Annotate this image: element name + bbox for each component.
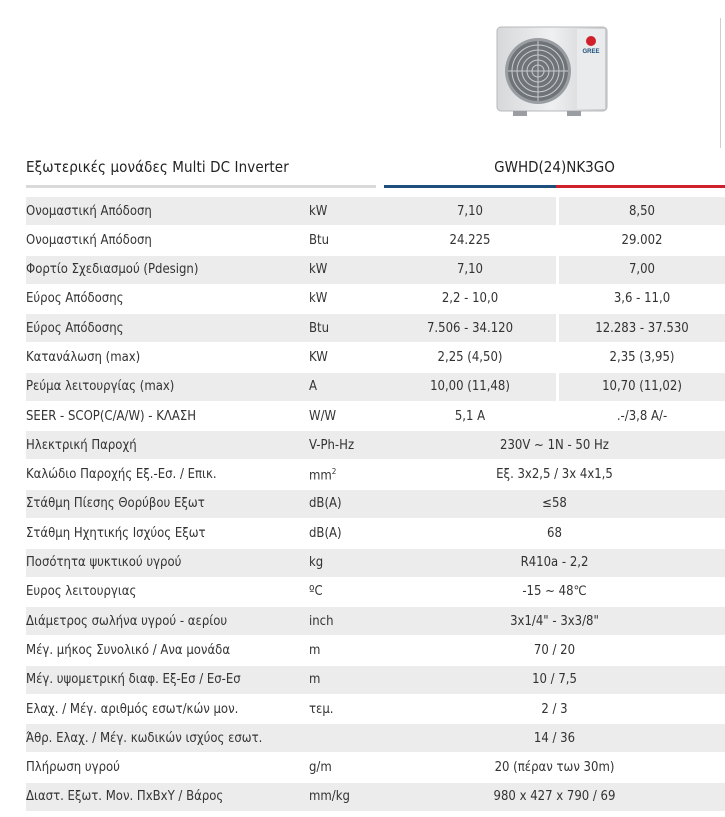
- table-row: [26, 226, 725, 255]
- spec-value-cooling-text: 7,10: [456, 203, 484, 219]
- spec-unit-text: inch: [309, 613, 334, 629]
- heating-accent-bar: [556, 185, 725, 188]
- spec-value-heating: [559, 256, 725, 284]
- table-row: [26, 636, 725, 665]
- spec-label-text: SEER - SCOP(C/A/W) - ΚΛΑΣΗ: [26, 408, 197, 424]
- spec-value-text: 980 x 427 x 790 / 69: [493, 789, 616, 805]
- spec-label: [26, 549, 307, 577]
- table-row: [26, 373, 725, 402]
- spec-value: [384, 783, 725, 811]
- spec-value-text: -15 ~ 48℃: [522, 584, 587, 600]
- spec-label: [26, 373, 307, 401]
- spec-label-text: Πλήρωση υγρού: [26, 760, 120, 776]
- spec-unit-text: mm/kg: [309, 789, 350, 805]
- spec-label-text: Ρεύμα λειτουργίας (max): [26, 379, 175, 395]
- outdoor-unit-image: [493, 25, 611, 118]
- table-row: [26, 343, 725, 372]
- spec-value-cooling-text: 2,25 (4,50): [437, 349, 503, 365]
- header-underline: [26, 185, 376, 188]
- spec-value-text: 2 / 3: [541, 701, 568, 717]
- spec-label-text: Εύρος Απόδοσης: [26, 291, 124, 307]
- spec-label: [26, 431, 307, 459]
- spec-label: [26, 636, 307, 664]
- spec-label-text: Ποσότητα ψυκτικού υγρού: [26, 555, 182, 571]
- spec-label-text: Μέγ. μήκος Συνολικό / Ανα μονάδα: [26, 642, 231, 658]
- spec-value: [384, 607, 725, 635]
- spec-label-text: Διάμετρος σωλήνα υγρού - αερίου: [26, 613, 228, 629]
- spec-value-heating-text: .-/3,8 A/-: [616, 408, 668, 424]
- spec-label: [26, 578, 307, 606]
- spec-value: [384, 431, 725, 459]
- divider: [720, 18, 721, 148]
- spec-value-heating: [559, 402, 725, 430]
- spec-value-heating: [559, 373, 725, 401]
- spec-value-text: 3x1/4" - 3x3/8": [510, 613, 599, 629]
- table-row: [26, 256, 725, 285]
- spec-value-heating: [559, 314, 725, 342]
- spec-label: [26, 461, 307, 489]
- spec-label: [26, 343, 307, 371]
- spec-label: [26, 754, 307, 782]
- table-row: [26, 490, 725, 519]
- spec-table: [26, 197, 725, 812]
- spec-unit-text: A: [309, 379, 317, 395]
- table-row: [26, 402, 725, 431]
- spec-value-heating-text: 10,70 (11,02): [602, 379, 682, 395]
- table-row: [26, 578, 725, 607]
- spec-unit-text: $mm^2$: [309, 466, 337, 483]
- spec-value-text: 10 / 7,5: [532, 672, 577, 688]
- spec-value-heating-text: 12.283 - 37.530: [595, 320, 689, 336]
- spec-label-text: Στάθμη Πίεσης Θορύβου Εξωτ: [26, 496, 205, 512]
- cooling-accent-bar: [384, 185, 556, 188]
- spec-value: [384, 519, 725, 547]
- spec-unit-text: m: [309, 672, 321, 688]
- spec-value-heating: [559, 343, 725, 371]
- table-row: [26, 549, 725, 578]
- table-row: [26, 461, 725, 490]
- spec-label: [26, 256, 307, 284]
- spec-label: [26, 666, 307, 694]
- spec-value: [384, 578, 725, 606]
- spec-value: [384, 754, 725, 782]
- table-title: Εξωτερικές μονάδες Multi DC Inverter: [26, 158, 289, 176]
- spec-label: [26, 314, 307, 342]
- table-row: [26, 285, 725, 314]
- spec-label-text: Μέγ. υψομετρική διαφ. Εξ-Εσ / Εσ-Εσ: [26, 672, 241, 688]
- spec-value-text: 68: [547, 525, 562, 541]
- spec-label: [26, 285, 307, 313]
- spec-label-text: Καλώδιο Παροχής Εξ.-Εσ. / Επικ.: [26, 467, 217, 483]
- spec-value-heating: [559, 197, 725, 225]
- spec-label: [26, 695, 307, 723]
- table-row: [26, 607, 725, 636]
- spec-value: [384, 636, 725, 664]
- spec-label: [26, 197, 307, 225]
- spec-value-cooling-text: 7,10: [456, 262, 484, 278]
- spec-unit-text: ºC: [309, 584, 323, 600]
- spec-value-heating: [559, 285, 725, 313]
- spec-value-cooling: [384, 373, 556, 401]
- spec-value-cooling: [384, 343, 556, 371]
- spec-unit-text: g/m: [309, 760, 332, 776]
- spec-unit-text: kW: [309, 203, 328, 219]
- spec-value-cooling: [384, 197, 556, 225]
- spec-value-heating-text: 29.002: [621, 232, 663, 248]
- table-row: [26, 314, 725, 343]
- spec-value-text: R410a - 2,2: [520, 555, 589, 571]
- spec-label: [26, 724, 307, 752]
- spec-unit-text: KW: [309, 349, 328, 365]
- spec-unit-text: Btu: [309, 232, 330, 248]
- spec-value-text: 14 / 36: [533, 730, 576, 746]
- spec-unit-text: W/W: [309, 408, 337, 424]
- spec-value-heating-text: 7,00: [628, 262, 656, 278]
- spec-label: [26, 607, 307, 635]
- spec-label-text: Διαστ. Εξωτ. Μον. ΠxΒxΥ / Βάρος: [26, 789, 224, 805]
- spec-unit-text: dB(A): [309, 525, 342, 541]
- spec-unit-text: Btu: [309, 320, 330, 336]
- spec-label: [26, 226, 307, 254]
- spec-unit-text: τεμ.: [309, 701, 334, 717]
- spec-value-heating: [559, 226, 725, 254]
- table-row: [26, 783, 725, 812]
- table-row: [26, 724, 725, 753]
- spec-value-cooling-text: 10,00 (11,48): [430, 379, 510, 395]
- model-name: GWHD(24)NK3GO: [494, 158, 615, 176]
- spec-value-cooling-text: 7.506 - 34.120: [426, 320, 514, 336]
- spec-label-text: Ηλεκτρική Παροχή: [26, 437, 137, 453]
- spec-value-text: 230V ~ 1N - 50 Hz: [500, 437, 609, 453]
- spec-value-text: ≤58: [542, 496, 567, 512]
- spec-label-text: Ονομαστική Απόδοση: [26, 232, 152, 248]
- spec-value-heating-text: 3,6 - 11,0: [613, 291, 671, 307]
- spec-label: [26, 490, 307, 518]
- spec-value-cooling: [384, 402, 556, 430]
- spec-value-cooling: [384, 314, 556, 342]
- table-row: [26, 666, 725, 695]
- spec-value-text: Εξ. 3x2,5 / 3x 4x1,5: [496, 467, 613, 483]
- spec-label-text: Ευρος λειτουργιας: [26, 584, 137, 600]
- spec-unit-text: V-Ph-Hz: [309, 437, 355, 453]
- spec-value-cooling-text: 5,1 A: [454, 408, 486, 424]
- spec-label: [26, 402, 307, 430]
- table-row: [26, 431, 725, 460]
- spec-unit-text: kW: [309, 291, 328, 307]
- spec-value: [384, 695, 725, 723]
- spec-value-cooling-text: 24.225: [449, 232, 491, 248]
- spec-label-text: Κατανάλωση (max): [26, 349, 141, 365]
- spec-value-cooling-text: 2,2 - 10,0: [441, 291, 499, 307]
- spec-label: [26, 519, 307, 547]
- spec-value: [384, 490, 725, 518]
- spec-unit-text: kg: [309, 555, 324, 571]
- spec-value-text: 20 (πέραν των 30m): [494, 760, 615, 776]
- spec-label-text: Ελαχ. / Μέγ. αριθμός εσωτ/κών μον.: [26, 701, 239, 717]
- spec-label-text: Εύρος Απόδοσης: [26, 320, 124, 336]
- table-row: [26, 519, 725, 548]
- spec-unit-text: m: [309, 642, 321, 658]
- table-row: [26, 695, 725, 724]
- spec-value: [384, 461, 725, 489]
- unit-superscript: 2: [331, 466, 337, 476]
- spec-value: [384, 666, 725, 694]
- spec-value: [384, 724, 725, 752]
- spec-value: [384, 549, 725, 577]
- spec-label: [26, 783, 307, 811]
- spec-unit-text: kW: [309, 262, 328, 278]
- spec-value-cooling: [384, 285, 556, 313]
- spec-label-text: Στάθμη Ηχητικής Ισχύος Εξωτ: [26, 525, 206, 541]
- spec-value-cooling: [384, 256, 556, 284]
- gree-logo: GREE: [582, 49, 600, 55]
- spec-value-heating-text: 2,35 (3,95): [609, 349, 675, 365]
- table-row: [26, 197, 725, 226]
- spec-label-text: Ονομαστική Απόδοση: [26, 203, 152, 219]
- table-row: [26, 754, 725, 783]
- spec-unit-text: dB(A): [309, 496, 342, 512]
- spec-value-cooling: [384, 226, 556, 254]
- spec-label-text: Φορτίο Σχεδιασμού (Pdesign): [26, 262, 199, 278]
- spec-label-text: Άθρ. Ελαχ. / Μέγ. κωδικών ισχύος εσωτ.: [26, 730, 263, 746]
- spec-value-text: 70 / 20: [533, 642, 576, 658]
- spec-value-heating-text: 8,50: [628, 203, 656, 219]
